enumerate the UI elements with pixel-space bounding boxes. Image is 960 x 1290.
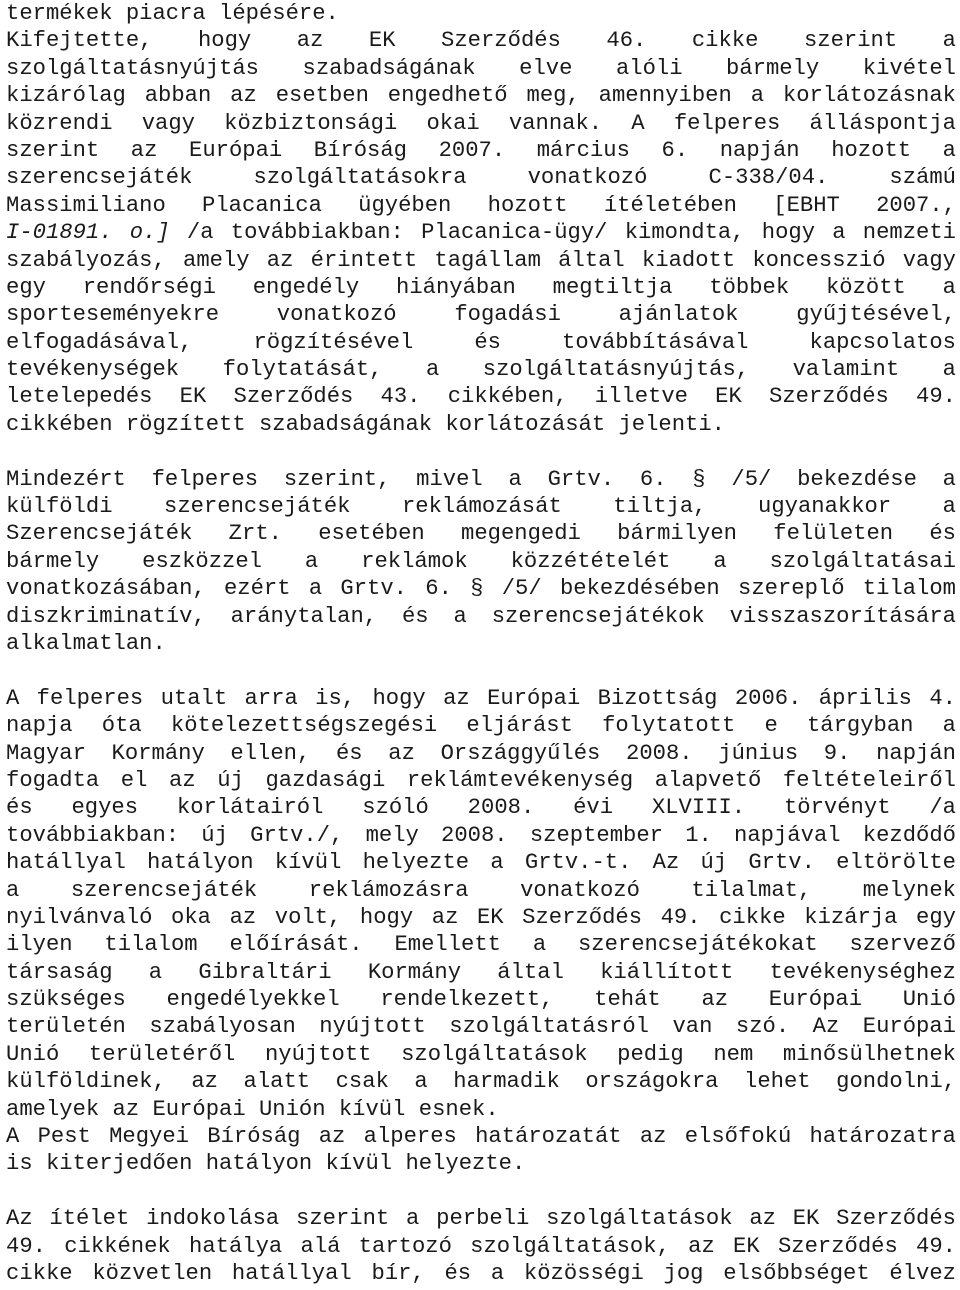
text-line: hatállyal hatályon kívül helyezte a Grtv.-t. Az új Grtv. eltörölte — [6, 850, 956, 876]
document-page — [6, 0, 956, 1287]
text-line: Az ítélet indokolása szerint a perbeli szolgáltatások az EK Szerződés — [6, 1206, 956, 1232]
text-line: szolgáltatásnyújtás szabadságának elve alóli bármely kivétel — [6, 55, 956, 81]
text-line: alkalmatlan. — [6, 630, 166, 656]
text-line: egy rendőrségi engedély hiányában megtiltja többek között a — [6, 274, 956, 300]
text-line: szerint az Európai Bíróság 2007. március 6. napján hozott a — [6, 137, 956, 163]
text-line: a szerencsejáték reklámozásra vonatkozó tilalmat, melynek — [6, 877, 956, 903]
text-line: Massimiliano Placanica ügyében hozott ítéletében [EBHT 2007., — [6, 192, 956, 218]
text-line: tevékenységek folytatását, a szolgáltatásnyújtás, valamint a — [6, 357, 956, 383]
text-line: 49. cikkének hatálya alá tartozó szolgáltatások, az EK Szerződés 49. — [6, 1233, 956, 1259]
text-line — [6, 219, 956, 246]
text-line: amelyek az Európai Unión kívül esnek. — [6, 1096, 499, 1122]
text-line: szükséges engedélyekkel rendelkezett, tehát az Európai Unió — [6, 987, 956, 1013]
text-line: is kiterjedően hatályon kívül helyezte. — [6, 1151, 526, 1177]
paragraph-gap — [6, 657, 956, 684]
paragraph-1 — [6, 0, 956, 438]
paragraph-3 — [6, 685, 956, 1123]
text-line: Unió területéről nyújtott szolgáltatások pedig nem minősülhetnek — [6, 1041, 956, 1067]
text-line: elfogadásával, rögzítésével és továbbításával kapcsolatos — [6, 329, 956, 355]
text-line: társaság a Gibraltári Kormány által kiállított tevékenységhez — [6, 959, 956, 985]
paragraph-4 — [6, 1123, 956, 1178]
text-line: szerencsejáték szolgáltatásokra vonatkozó C-338/04. számú — [6, 165, 956, 191]
text-line: ilyen tilalom előírását. Emellett a szerencsejátékokat szervező — [6, 932, 956, 958]
text-line: és egyes korlátairól szóló 2008. évi XLVIII. törvényt /a — [6, 795, 956, 821]
text-line: cikkében rögzített szabadságának korlátozását jelenti. — [6, 411, 725, 437]
paragraph-gap — [6, 1178, 956, 1205]
text-line: külföldinek, az alatt csak a harmadik országokra lehet gondolni, — [6, 1069, 956, 1095]
text-line: továbbiakban: új Grtv./, mely 2008. szeptember 1. napjával kezdődő — [6, 822, 956, 848]
text-line: szabályozás, amely az érintett tagállam által kiadott koncesszió vagy — [6, 247, 956, 273]
text-span: /a továbbiakban: Placanica-ügy/ kimondta, hogy a nemzeti — [169, 220, 956, 246]
text-line: közrendi vagy közbiztonsági okai vannak. A felperes álláspontja — [6, 110, 956, 136]
text-line: Kifejtette, hogy az EK Szerződés 46. cikke szerint a — [6, 28, 956, 54]
paragraph-2 — [6, 466, 956, 658]
text-line: sporteseményekre vonatkozó fogadási ajánlatok gyűjtésével, — [6, 302, 956, 328]
text-line: A felperes utalt arra is, hogy az Európai Bizottság 2006. április 4. — [6, 685, 956, 711]
text-line: területén szabályosan nyújtott szolgáltatásról van szó. Az Európai — [6, 1014, 956, 1040]
text-line: termékek piacra lépésére. — [6, 1, 339, 26]
text-line: diszkriminatív, aránytalan, és a szerencsejátékok visszaszorítására — [6, 603, 956, 629]
text-line: vonatkozásában, ezért a Grtv. 6. § /5/ bekezdésében szereplő tilalom — [6, 576, 956, 602]
text-line: napja óta kötelezettségszegési eljárást folytatott e tárgyban a — [6, 713, 956, 739]
text-line: kizárólag abban az esetben engedhető meg, amennyiben a korlátozásnak — [6, 83, 956, 109]
text-line: letelepedés EK Szerződés 43. cikkében, illetve EK Szerződés 49. — [6, 384, 956, 410]
text-line: Szerencsejáték Zrt. esetében megengedi bármilyen felületen és — [6, 521, 956, 547]
text-line: külföldi szerencsejáték reklámozását tiltja, ugyanakkor a — [6, 494, 956, 520]
text-line: cikke közvetlen hatállyal bír, és a közösségi jog elsőbbséget élvez — [6, 1260, 956, 1286]
text-line: bármely eszközzel a reklámok közzétételét a szolgáltatásai — [6, 548, 956, 574]
paragraph-gap — [6, 438, 956, 465]
case-citation: I-01891. o.] — [6, 220, 170, 246]
text-line: nyilvánvaló oka az volt, hogy az EK Szerződés 49. cikke kizárja egy — [6, 904, 956, 930]
text-line: A Pest Megyei Bíróság az alperes határozatát az elsőfokú határozatra — [6, 1124, 956, 1150]
text-line: Mindezért felperes szerint, mivel a Grtv. 6. § /5/ bekezdése a — [6, 466, 956, 492]
paragraph-5 — [6, 1205, 956, 1287]
text-line: Magyar Kormány ellen, és az Országgyűlés 2008. június 9. napján — [6, 740, 956, 766]
text-line: fogadta el az új gazdasági reklámtevékenység alapvető feltételeiről — [6, 767, 956, 793]
